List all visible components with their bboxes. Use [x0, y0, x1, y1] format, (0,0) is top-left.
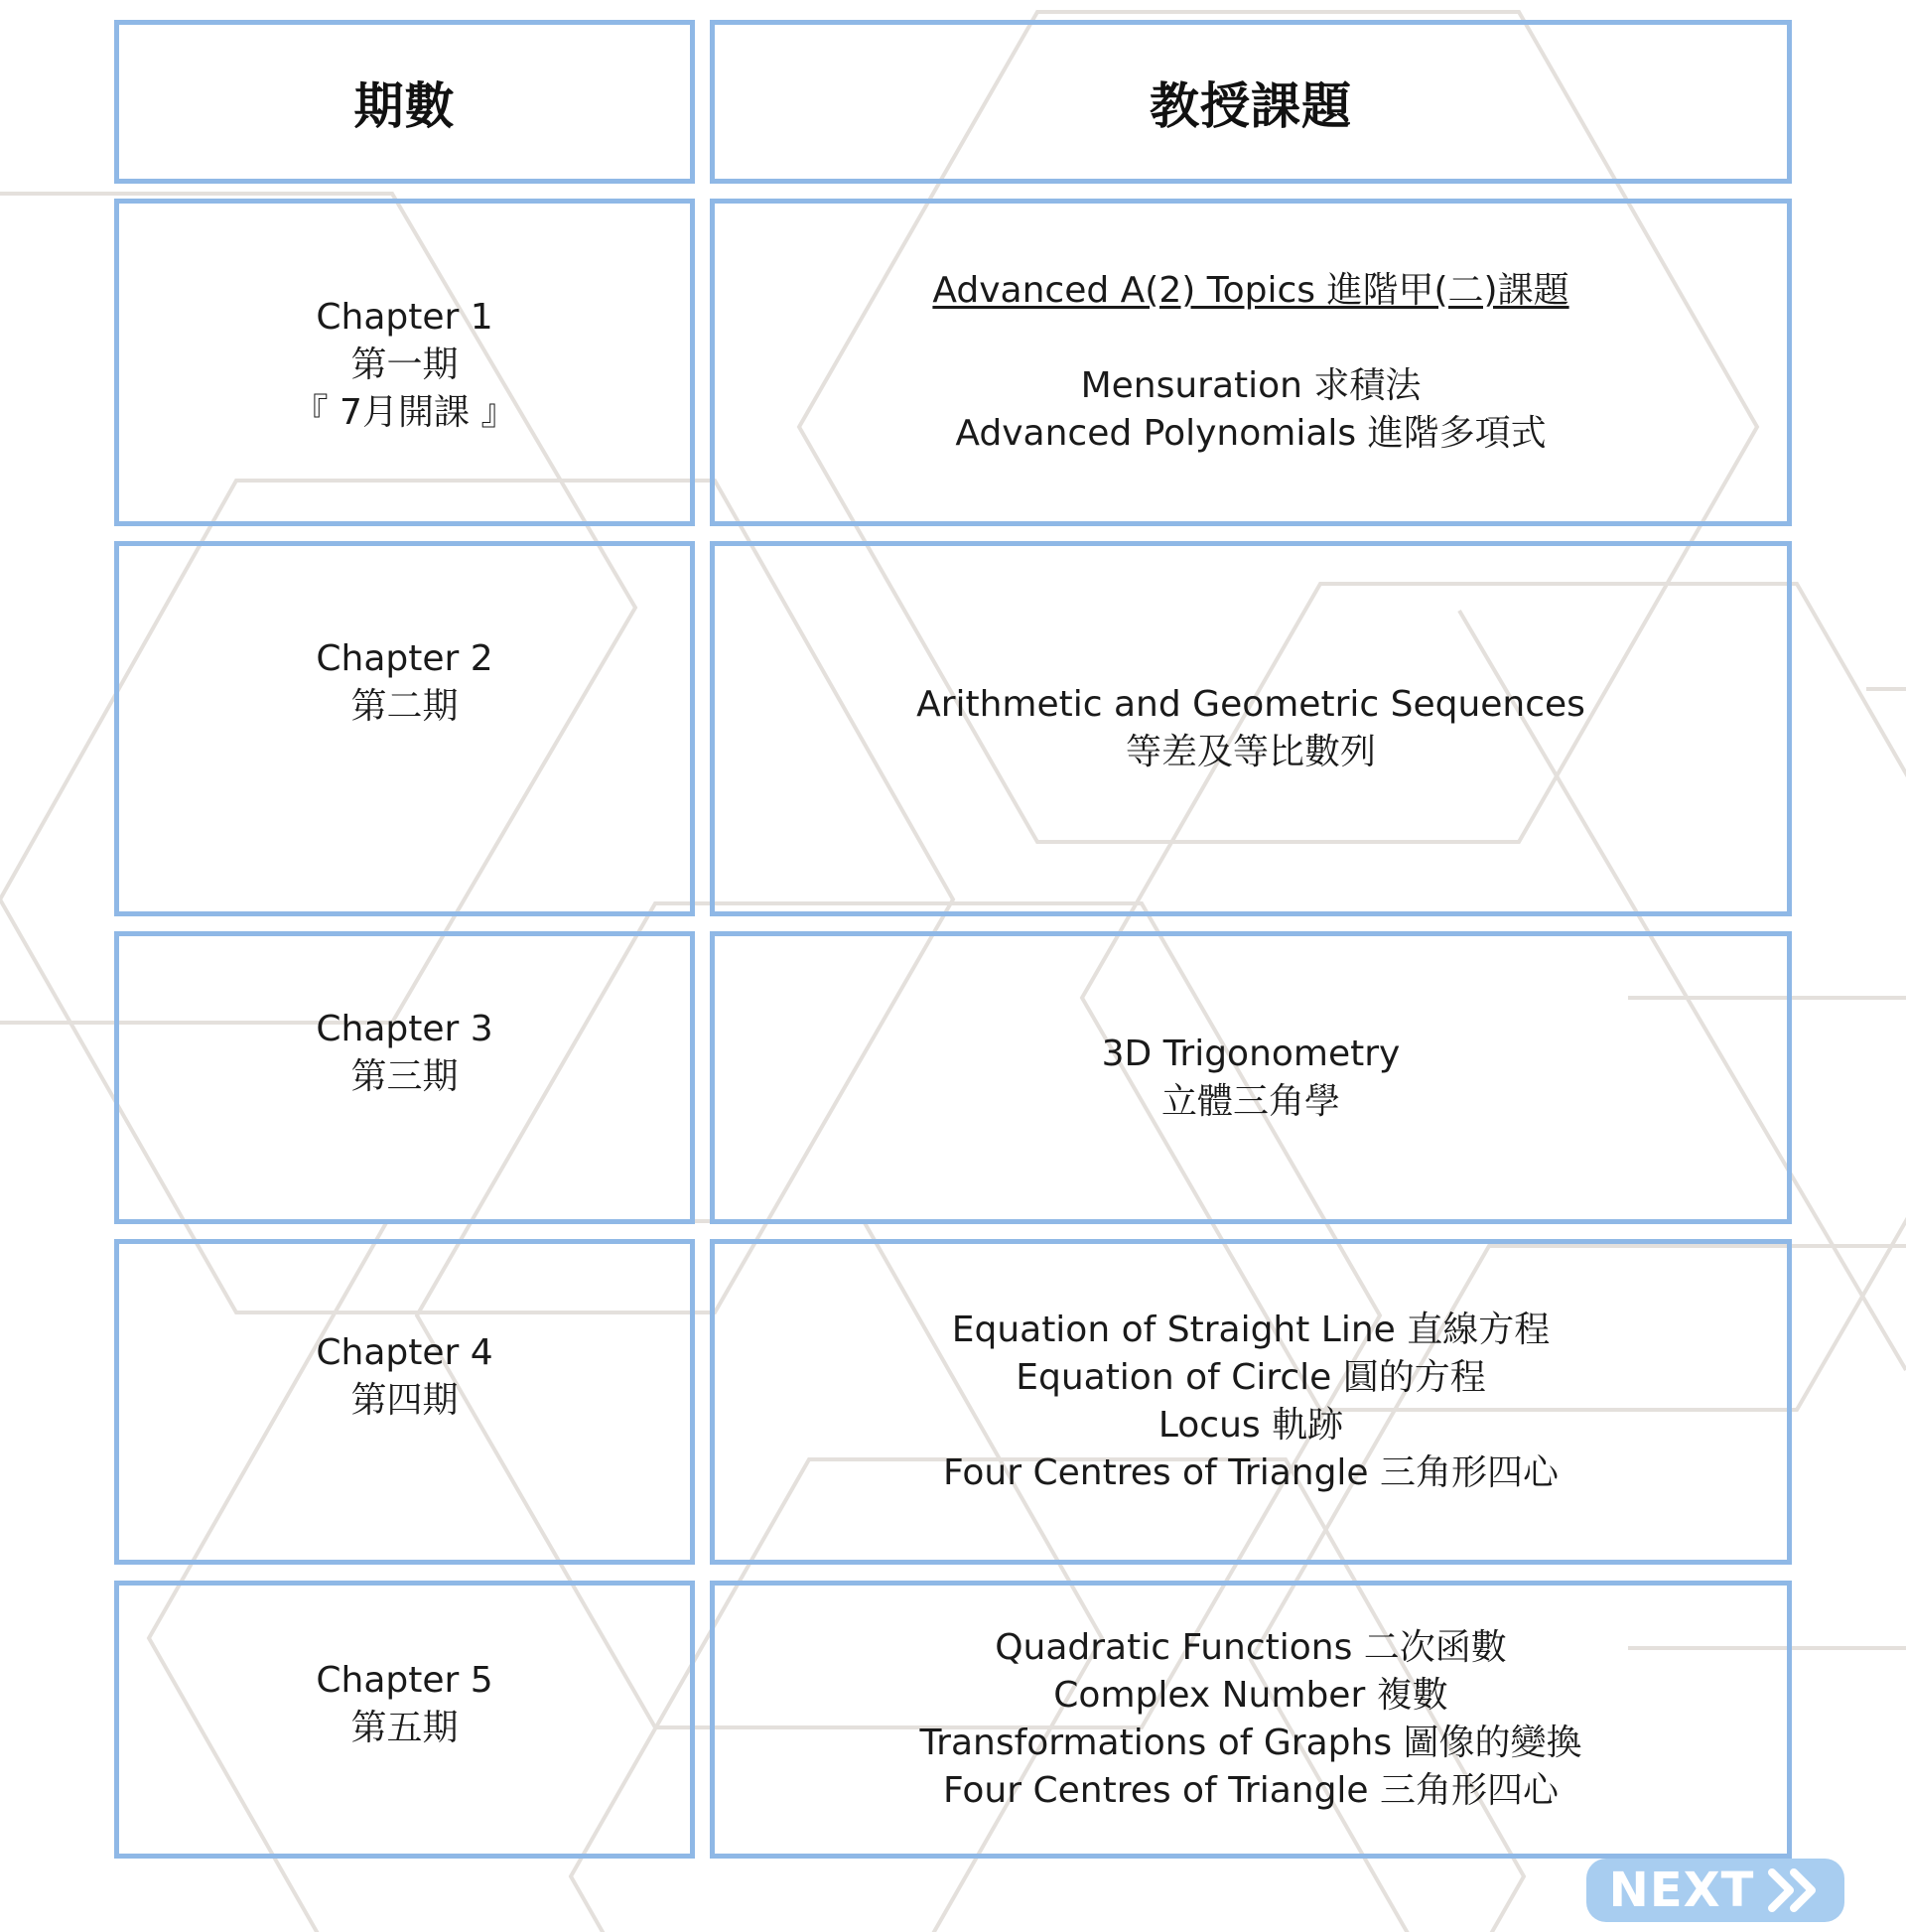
chapter-5-period: 第五期	[350, 1708, 459, 1748]
chapter-3-title: Chapter 3	[316, 1008, 493, 1049]
topic-item: Locus 軌跡	[1157, 1405, 1344, 1446]
period-header-cell	[114, 20, 695, 184]
topic-item: Four Centres of Triangle 三角形四心	[942, 1770, 1560, 1811]
chapter-5-cell	[114, 1581, 695, 1859]
topic-item: Equation of Circle 圓的方程	[1016, 1357, 1486, 1398]
chapter-3-period: 第三期	[350, 1055, 459, 1097]
advanced-topics-heading: Advanced A(2) Topics 進階甲(二)課題	[932, 270, 1569, 311]
chapter-5-topics-cell	[710, 1581, 1792, 1859]
chapter-2-topics-cell	[710, 541, 1792, 916]
chapter-1-period: 第一期	[350, 345, 459, 385]
chapter-4-title: Chapter 4	[316, 1332, 493, 1373]
topic-item: Transformations of Graphs 圖像的變換	[919, 1723, 1582, 1763]
chapter-4-period: 第四期	[350, 1380, 459, 1421]
topic-item: Advanced Polynomials 進階多項式	[955, 413, 1547, 454]
topic-item: Quadratic Functions 二次函數	[995, 1627, 1507, 1668]
topics-header: 教授課題	[1150, 76, 1352, 135]
double-chevron-right-icon	[1768, 1868, 1822, 1912]
topic-item: Arithmetic and Geometric Sequences	[916, 684, 1585, 725]
topic-item: 等差及等比數列	[1125, 732, 1376, 772]
chapter-2-title: Chapter 2	[316, 638, 493, 679]
chapter-1-start-note: 『 7月開課 』	[292, 392, 517, 433]
topic-item: Complex Number 複數	[1053, 1675, 1448, 1716]
chapter-1-topics-cell	[710, 199, 1792, 526]
topics-header-cell	[710, 20, 1792, 184]
chapter-4-cell	[114, 1239, 695, 1565]
chapter-3-cell	[114, 931, 695, 1224]
chapter-3-topics-cell	[710, 931, 1792, 1224]
period-header: 期數	[353, 76, 456, 135]
chapter-1-title: Chapter 1	[316, 297, 493, 338]
chapter-5-title: Chapter 5	[316, 1660, 493, 1701]
topic-item: Equation of Straight Line 直線方程	[951, 1310, 1551, 1350]
chapter-1-cell	[114, 199, 695, 526]
topic-item: Four Centres of Triangle 三角形四心	[942, 1452, 1560, 1493]
chapter-2-cell	[114, 541, 695, 916]
chapter-4-topics-cell	[710, 1239, 1792, 1565]
topic-item: 3D Trigonometry	[1101, 1033, 1401, 1074]
next-button-label: NEXT	[1608, 1863, 1755, 1918]
topic-item: 立體三角學	[1160, 1080, 1340, 1122]
next-button[interactable]	[1586, 1859, 1844, 1922]
topic-item: Mensuration 求積法	[1080, 365, 1422, 406]
chapter-2-period: 第二期	[350, 686, 459, 727]
